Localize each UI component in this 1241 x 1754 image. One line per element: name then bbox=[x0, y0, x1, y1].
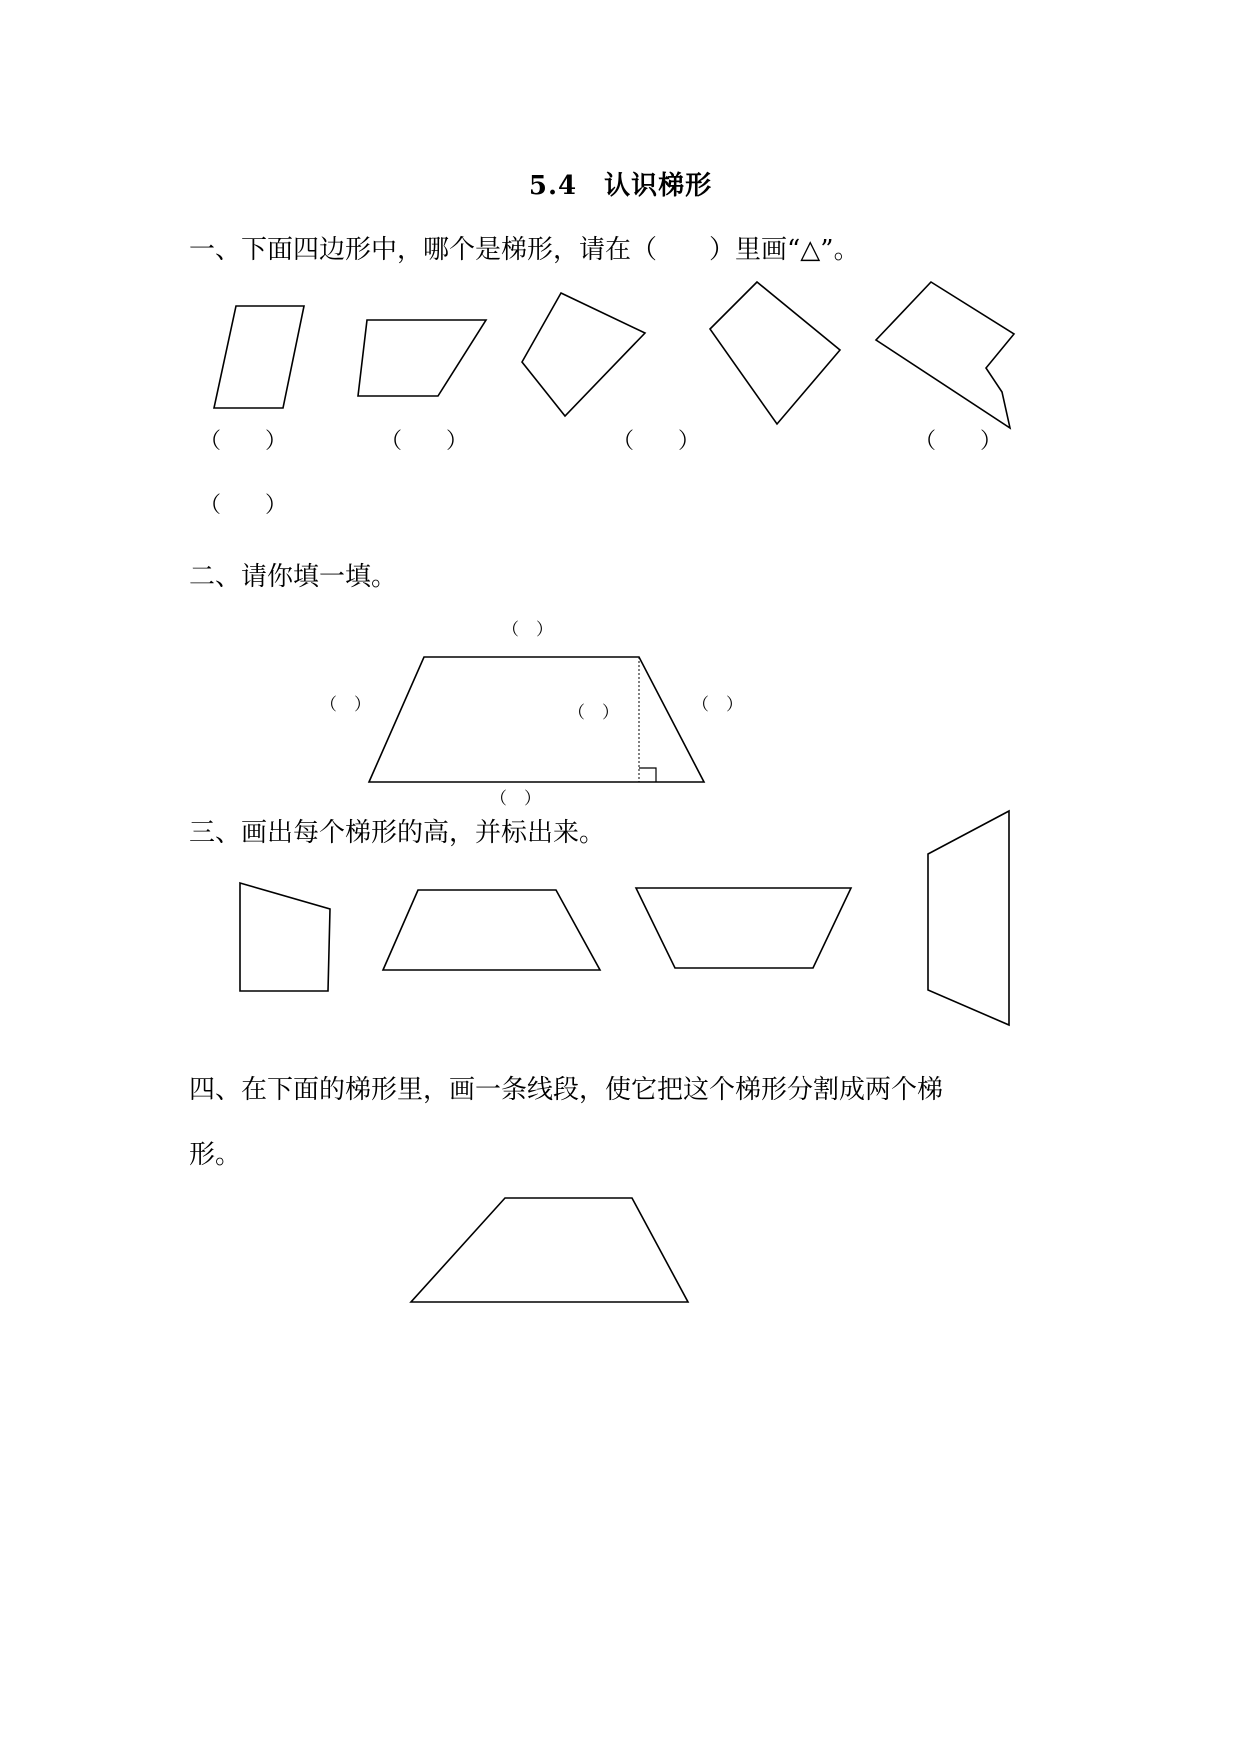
q1-blank-4[interactable]: （ ） bbox=[914, 429, 1003, 454]
q2-blank-top[interactable]: （ ） bbox=[502, 620, 553, 640]
q1-blank-1[interactable]: （ ） bbox=[199, 429, 288, 454]
q1-blank-5[interactable]: （ ） bbox=[199, 493, 288, 518]
question-4-prompt-line-2: 形。 bbox=[189, 1140, 242, 1170]
question-2-prompt: 二、请你填一填。 bbox=[189, 562, 398, 592]
q1-blank-3[interactable]: （ ） bbox=[612, 429, 701, 454]
q4-trapezoid bbox=[411, 1198, 688, 1302]
q2-blank-right[interactable]: （ ） bbox=[692, 695, 743, 715]
q2-blank-height[interactable]: （ ） bbox=[568, 703, 619, 723]
q2-blank-left[interactable]: （ ） bbox=[320, 695, 371, 715]
q2-blank-bottom[interactable]: （ ） bbox=[490, 789, 541, 809]
question-1-prompt: 一、下面四边形中，哪个是梯形，请在（ ）里画“△”。 bbox=[189, 235, 860, 265]
question-3-prompt: 三、画出每个梯形的高，并标出来。 bbox=[189, 818, 606, 848]
q1-blank-2[interactable]: （ ） bbox=[380, 429, 469, 454]
page-title: 5.4 认识梯形 bbox=[528, 171, 713, 201]
question-4-prompt-line-1: 四、在下面的梯形里，画一条线段，使它把这个梯形分割成两个梯 bbox=[189, 1075, 944, 1105]
